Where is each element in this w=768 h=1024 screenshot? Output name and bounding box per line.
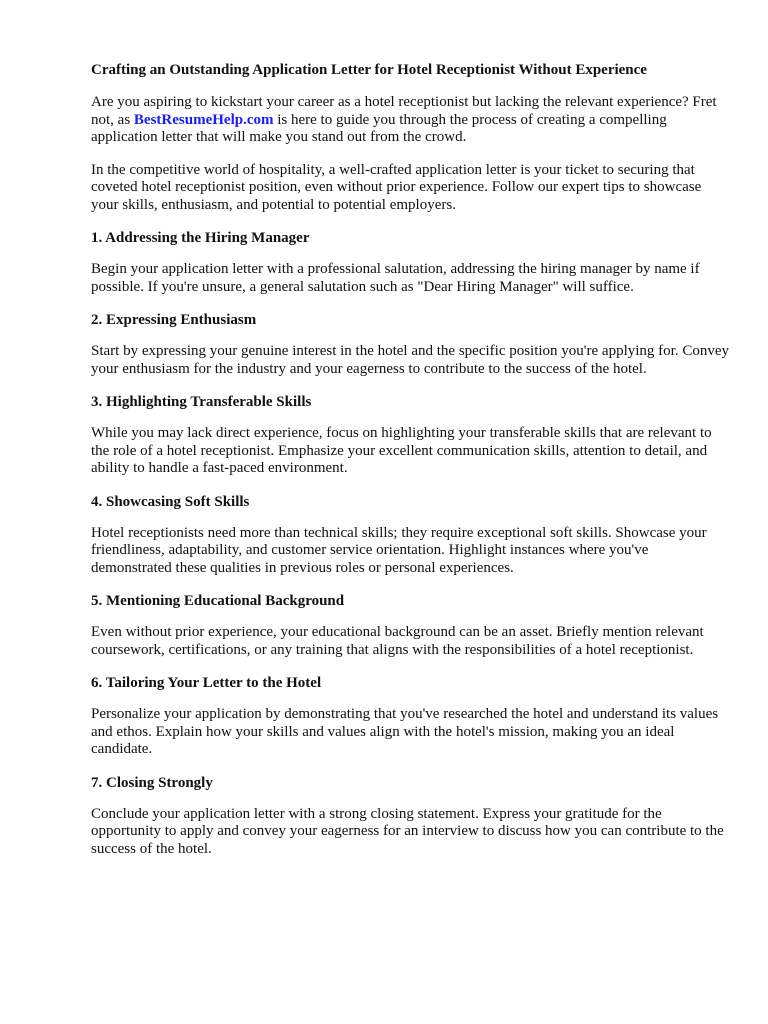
section-body-addressing: Begin your application letter with a professional salutation, addressing the hiring manager by name if possible. If you're unsure, a general salutation such as "Dear Hiring Manager" will suffice. bbox=[91, 261, 700, 295]
section-body-soft-skills: Hotel receptionists need more than technical skills; they require exceptional soft skills. Showcase your friendliness, adaptability, and customer service orientation. Highlight instances where you've demonstrated these qualities in previous roles or personal experiences. bbox=[91, 524, 707, 576]
section-body-transferable-skills: While you may lack direct experience, focus on highlighting your transferable skills that are relevant to the role of a hotel receptionist. Emphasize your excellent communication skills, attention to detail, and ability to handle a fast-paced environment. bbox=[91, 425, 712, 476]
intro-paragraph bbox=[91, 94, 731, 147]
section-body-tailoring: Personalize your application by demonstrating that you've researched the hotel and understand its values and ethos. Explain how your skills and values align with the hotel's mission, making you an ideal candidate. bbox=[91, 706, 719, 757]
intro-text-before-link: Are you aspiring to kickstart your career as a hotel receptionist but lacking the relevant experience? Fret not, as bbox=[91, 94, 717, 128]
section-heading-tailoring: 6. Tailoring Your Letter to the Hotel bbox=[91, 675, 322, 691]
section-body-closing: Conclude your application letter with a strong closing statement. Express your gratitude for the opportunity to apply and convey your eagerness for an interview to discuss how you can contribute to the success of the hotel. bbox=[91, 805, 724, 857]
section-heading-soft-skills: 4. Showcasing Soft Skills bbox=[91, 493, 250, 510]
section-heading-enthusiasm: 2. Expressing Enthusiasm bbox=[91, 312, 257, 328]
section-body-education: Even without prior experience, your educational background can be an asset. Briefly mention relevant coursework, certifications, or any training that aligns with the responsibilities of a hotel receptionist. bbox=[91, 624, 704, 658]
bestresumehelp-link[interactable]: BestResumeHelp.com bbox=[133, 111, 274, 128]
section-heading-addressing: 1. Addressing the Hiring Manager bbox=[91, 230, 310, 246]
section-heading-education: 5. Mentioning Educational Background bbox=[91, 593, 345, 609]
section-heading-transferable-skills: 3. Highlighting Transferable Skills bbox=[91, 394, 312, 410]
context-paragraph: In the competitive world of hospitality, a well-crafted application letter is your ticket to securing that coveted hotel receptionist position, even without prior experience. Follow our expert tips to showcase your skills, enthusiasm, and potential to potential employers. bbox=[91, 161, 702, 213]
intro-text-after-link: is here to guide you through the process of creating a compelling application letter that will make you stand out from the crowd. bbox=[91, 111, 667, 145]
document-title: Crafting an Outstanding Application Letter for Hotel Receptionist Without Experience bbox=[91, 62, 647, 78]
document-page bbox=[91, 61, 731, 873]
section-heading-closing: 7. Closing Strongly bbox=[91, 774, 213, 791]
section-body-enthusiasm: Start by expressing your genuine interest in the hotel and the specific position you're applying for. Convey your enthusiasm for the industry and your eagerness to contribute to the success of the hotel. bbox=[91, 343, 729, 377]
